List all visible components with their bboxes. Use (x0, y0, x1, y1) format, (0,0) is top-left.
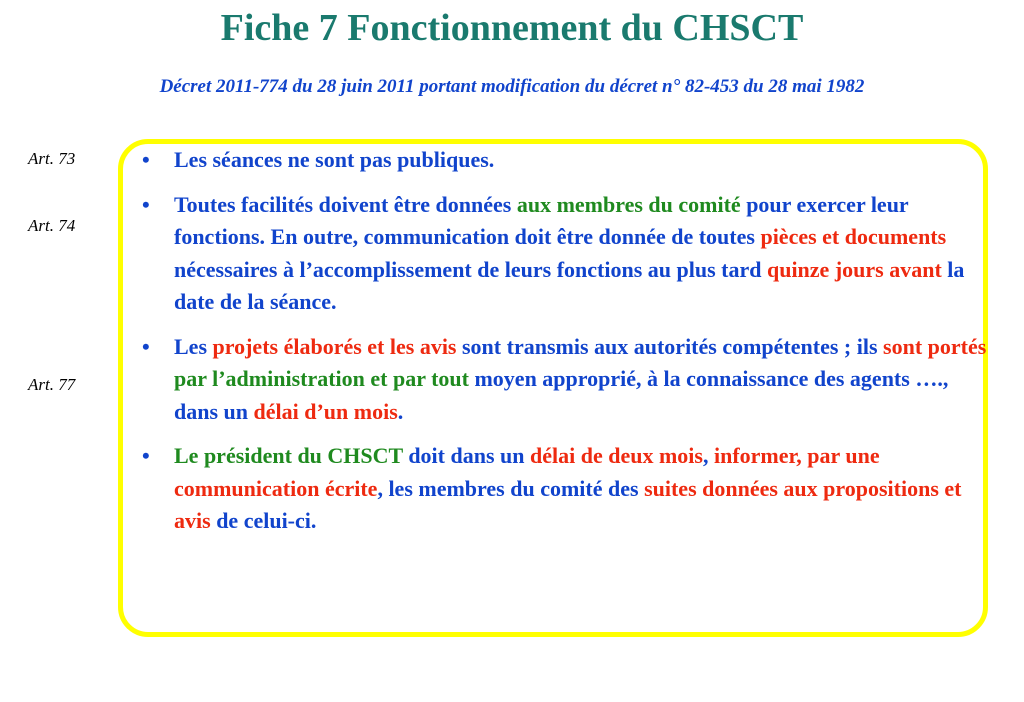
bullet-text-segment: . (397, 398, 404, 424)
bullet-text-segment: suites données aux propositions et avis (174, 475, 962, 533)
bullet-text-segment: nécessaires à l’accomplissement de leurs fonctions au plus tard (174, 256, 767, 282)
bullet-text-segment: par l’administration et par tout (174, 366, 469, 391)
bullet-text-segment: moyen approprié, à la connaissance des agents …., dans un (174, 366, 949, 424)
bullet-text-segment: délai d’un mois (253, 398, 398, 424)
article-label-77: Art. 77 (28, 375, 76, 394)
bullet-text-segment: Les (174, 333, 213, 359)
bullet-text-segment: Toutes facilités doivent être données (174, 191, 517, 217)
article-label-73: Art. 73 (28, 149, 76, 168)
bullet-text-segment: Le président du CHSCT (174, 443, 403, 468)
bullet-text-segment: pièces et documents (760, 224, 947, 249)
bullet-text-segment: quinze jours avant (766, 256, 942, 282)
bullet-text-segment: sont transmis aux autorités compétentes ; ils (456, 333, 884, 359)
article-label-74: Art. 74 (28, 216, 76, 235)
bullet-item (140, 440, 990, 538)
bullet-text-segment: pour exercer leur fonctions. En outre, communication doit être donnée de toutes (174, 191, 909, 249)
bullet-dot-icon: • (142, 147, 150, 172)
bullet-text-segment: , (702, 443, 714, 468)
bullet-item (140, 144, 990, 177)
bullet-text-segment: sont portés (883, 333, 987, 359)
bullet-item (140, 331, 990, 429)
bullet-text-segment: projets élaborés et les avis (212, 333, 457, 359)
bullet-text-segment: informer, par une communication écrite (174, 443, 880, 501)
page-subtitle: Décret 2011-774 du 28 juin 2011 portant modification du décret n° 82-453 du 28 mai 1982 (159, 76, 865, 97)
bullet-list (140, 144, 990, 550)
bullet-text-segment: Les séances ne sont pas publiques. (174, 147, 495, 172)
bullet-dot-icon: • (142, 333, 150, 359)
bullet-dot-icon: • (142, 443, 150, 468)
bullet-dot-icon: • (142, 191, 150, 217)
bullet-text-segment: délai de deux mois (530, 443, 703, 468)
bullet-text-segment: aux membres du comité (516, 191, 741, 217)
bullet-text-segment: doit dans un (402, 443, 530, 468)
bullet-item (140, 189, 990, 319)
page-title: Fiche 7 Fonctionnement du CHSCT (220, 7, 804, 49)
bullet-text-segment: , les membres du comité des (377, 475, 645, 501)
bullet-text-segment: de celui-ci. (210, 508, 317, 533)
bullet-text-segment: la date de la séance. (174, 256, 965, 314)
